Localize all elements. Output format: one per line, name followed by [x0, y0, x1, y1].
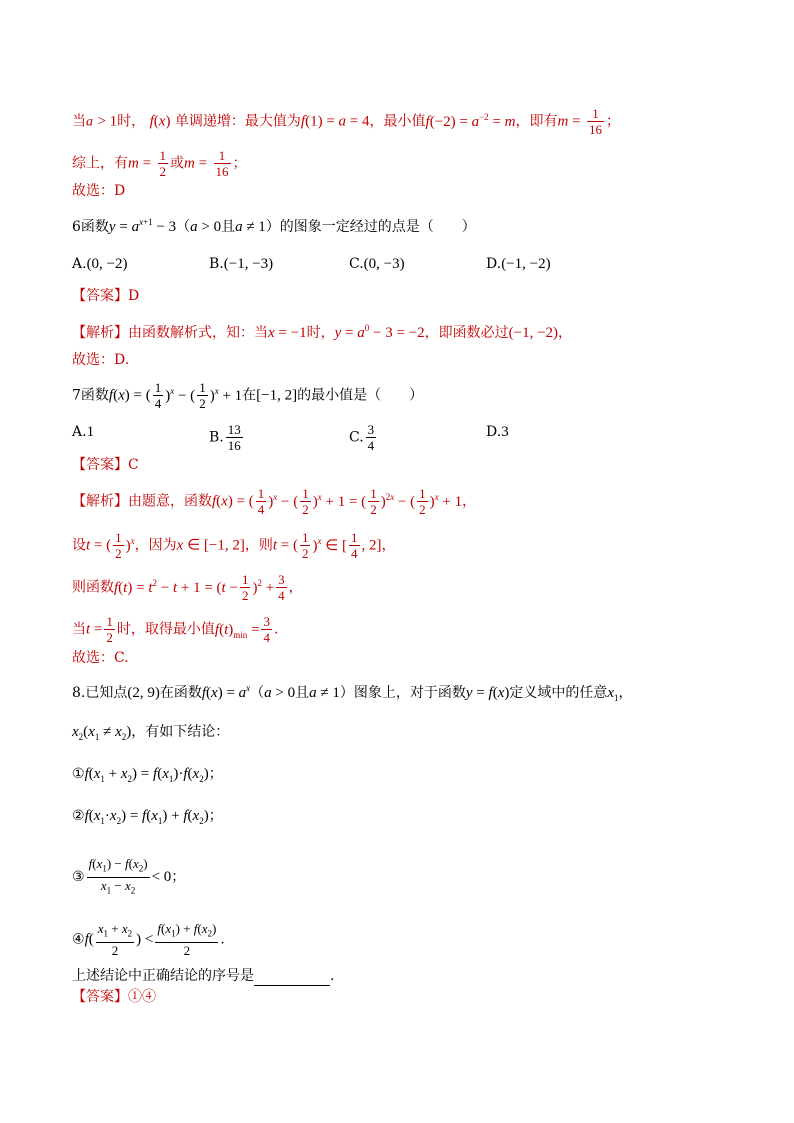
text: 时， [306, 325, 335, 341]
q6-stem: 6函数$y = a^{x+1} - 3(a > 0$且a ≠ 1）的图象一定经过的点是（ ） [72, 217, 476, 235]
text: 时，取得最小值 [116, 621, 215, 638]
text: ，则 [244, 537, 273, 554]
text: 上述结论中正确结论的序号是 [72, 968, 254, 984]
fraction: $\frac{1}{4}$ [257, 486, 265, 517]
q6-choose: 故选：D. [72, 352, 130, 368]
fraction: $\frac{1}{4}$ [351, 530, 358, 561]
text: 由函数解析式，知：当 [128, 325, 268, 341]
answer-value: D [128, 288, 140, 304]
option-d[interactable]: D.(−1, −2) [486, 256, 551, 272]
text: 由题意，函数 [128, 493, 212, 510]
fraction: $\frac{1}{2}$ [115, 530, 122, 561]
fraction: $\frac{13}{16}$ [227, 422, 241, 453]
fraction: $\frac{1}{2}$ [106, 614, 113, 645]
fraction: $\frac{3}{4}$ [278, 572, 285, 603]
text: ① [72, 766, 85, 782]
answer-value: ①④ [128, 989, 156, 1005]
text: ，即有 [515, 113, 558, 130]
answer-value: C [128, 457, 139, 473]
text: 且 [221, 219, 236, 235]
label: D. [486, 424, 502, 440]
text: ④ [72, 931, 85, 948]
fraction: $\frac{3}{4}$ [367, 422, 375, 453]
fraction: $\frac{1}{2}$ [370, 486, 377, 517]
q7-when: 当t = $\frac{1}{2}$ 时，取得最小值$f(t)_{min}$ = $\frac{3}{4}$ . [72, 614, 279, 645]
q8-conclusion-2: $②f(x_1\cdot x_2) = f(x_1) + f(x_2)$； [72, 808, 223, 826]
q7-then: 则函数$f(t) = t^2 - t + 1 = (t$ − $\frac{1}{2}$ )$^2$ + $\frac{3}{4}$ ， [72, 572, 303, 603]
answer-blank[interactable] [254, 971, 330, 986]
q7-stem: 7函数f(x) = ( $\frac{1}{4}$ )$^x$ − ( $\frac{1}{2}$ )$^x$ + 1在[−1, 2]的最小值是（ ） [72, 380, 424, 411]
label: B. [209, 429, 224, 446]
text: （ [176, 219, 191, 235]
fraction: $\frac{1}{4}$ [154, 380, 162, 411]
label: A. [72, 424, 87, 440]
text: 7函数 [72, 387, 109, 404]
option-c[interactable]: C.(0, −3) [349, 256, 405, 272]
q7-choose: 故选：C. [72, 650, 129, 666]
text: 在函数 [159, 685, 202, 701]
text: ，最小值 [369, 113, 426, 130]
fraction: $\frac{1}{16}$ [589, 106, 603, 137]
text: 当 [72, 113, 86, 130]
fraction: $\frac{x_1 + x_2}{2}$ [97, 921, 133, 958]
text: 定义域中的任意 [509, 685, 608, 701]
q8-answer [72, 987, 754, 1007]
line-case-a-gt-1: 当a > 1时， f(x) 单调递增：最大值为f(1) = a = 4，最小值$f(-2) = a^{-2} = m$，即有m = $\frac{1}{16}$ ； [72, 106, 621, 137]
text: 当 [72, 621, 86, 638]
q7-set-t: 设t = ( $\frac{1}{2}$ )$^x$，因为x ∈ [−1, 2]，则t = ( $\frac{1}{2}$ )$^x$ ∈ [ $\frac{1}{4}$ , 2]， [72, 530, 396, 561]
q8-question: 上述结论中正确结论的序号是 . [72, 968, 335, 984]
fraction: $\frac{1}{2}$ [302, 486, 309, 517]
q7-analysis: 【解析】由题意，函数f(x) = ( $\frac{1}{4}$ )$^x$ − ( $\frac{1}{2}$ )$^x$ + 1 = ( $\frac{1}{2}$ )$^{2x}$ − ( $\frac{1}{2}$ )$^x$ + 1， [72, 486, 477, 517]
option-d[interactable]: D.3 [486, 424, 509, 440]
fraction: $\frac{1}{2}$ [199, 380, 206, 411]
text: 时， [117, 113, 146, 130]
label: C. [349, 429, 364, 446]
text: （ [250, 685, 265, 701]
q8-stem: 8.已知点(2, 9)在函数$f(x) = a^x(a > 0$且a ≠ 1）图象上，对于函数y = f(x)定义域中的任意$x_1$， [72, 683, 633, 703]
text: 的最小值是（ ） [297, 387, 424, 404]
text: 或 [170, 155, 185, 172]
choose-line: 故选：D [72, 183, 126, 199]
option-a[interactable]: A.(0, −2) [72, 256, 128, 272]
q8-conclusion-3: ③ $\frac{f(x_1) - f(x_2)}{x_1 - x_2}$ < 0； [72, 856, 754, 898]
fraction: $\frac{1}{2}$ [419, 486, 426, 517]
text: ③ [72, 869, 85, 886]
fraction: $\frac{3}{4}$ [263, 614, 270, 645]
text: 8.已知点 [72, 685, 128, 701]
q8-conclusion-1: $①f(x_1 + x_2) = f(x_1)\cdot f(x_2)$； [72, 766, 223, 784]
label: D. [486, 256, 502, 272]
text: 则函数 [72, 579, 114, 596]
option-a[interactable]: A.1 [72, 424, 95, 440]
text: ，有如下结论： [131, 724, 230, 740]
answer-label: 【答案】 [72, 457, 128, 473]
q6-analysis: 【解析】由函数解析式，知：当x = −1时，$y = a^0 - 3 = -2$，即函数必过(−1, −2)， [72, 323, 573, 341]
text: ）图象上，对于函数 [339, 685, 466, 701]
fraction: $\frac{1}{2}$ [241, 572, 249, 603]
text: 设 [72, 537, 86, 554]
q6-answer [72, 286, 754, 306]
option-c[interactable] [349, 422, 378, 453]
fraction: $\frac{1}{16}$ [215, 148, 229, 179]
text: ② [72, 808, 85, 824]
text: 6函数 [72, 219, 109, 235]
q7-answer [72, 455, 754, 475]
option-b[interactable] [209, 422, 245, 453]
text: 单调递增：最大值为 [174, 113, 301, 130]
text: ，即函数必过 [424, 325, 509, 341]
line-summary: 综上，有m = $\frac{1}{2}$ 或m = $\frac{1}{16}$ ； [72, 148, 247, 179]
label: C. [349, 256, 364, 272]
fraction: $\frac{f(x_1) + f(x_2)}{2}$ [157, 921, 217, 958]
text: 且 [295, 685, 310, 701]
text: ，因为 [134, 537, 177, 554]
answer-label: 【答案】 [72, 288, 128, 304]
analysis-label: 【解析】 [72, 493, 128, 510]
analysis-label: 【解析】 [72, 325, 128, 341]
fraction: $\frac{1}{2}$ [301, 530, 309, 561]
option-b[interactable]: B.(−1, −3) [209, 256, 274, 272]
q8-stem-line2: $x_2(x_1 \ne x_2)$，有如下结论： [72, 724, 230, 742]
label: B. [209, 256, 224, 272]
text: 在 [242, 387, 257, 404]
label: A. [72, 256, 87, 272]
fraction: $\frac{1}{2}$ [159, 148, 167, 179]
fraction: $\frac{f(x_1) - f(x_2)}{x_1 - x_2}$ [88, 856, 148, 896]
text: ）的图象一定经过的点是（ ） [265, 219, 476, 235]
q8-conclusion-4: ④f( $\frac{x_1 + x_2}{2}$ ) < $\frac{f(x_1) + f(x_2)}{2}$ . [72, 921, 225, 958]
text: 综上，有 [72, 155, 128, 172]
answer-label: 【答案】 [72, 989, 128, 1005]
